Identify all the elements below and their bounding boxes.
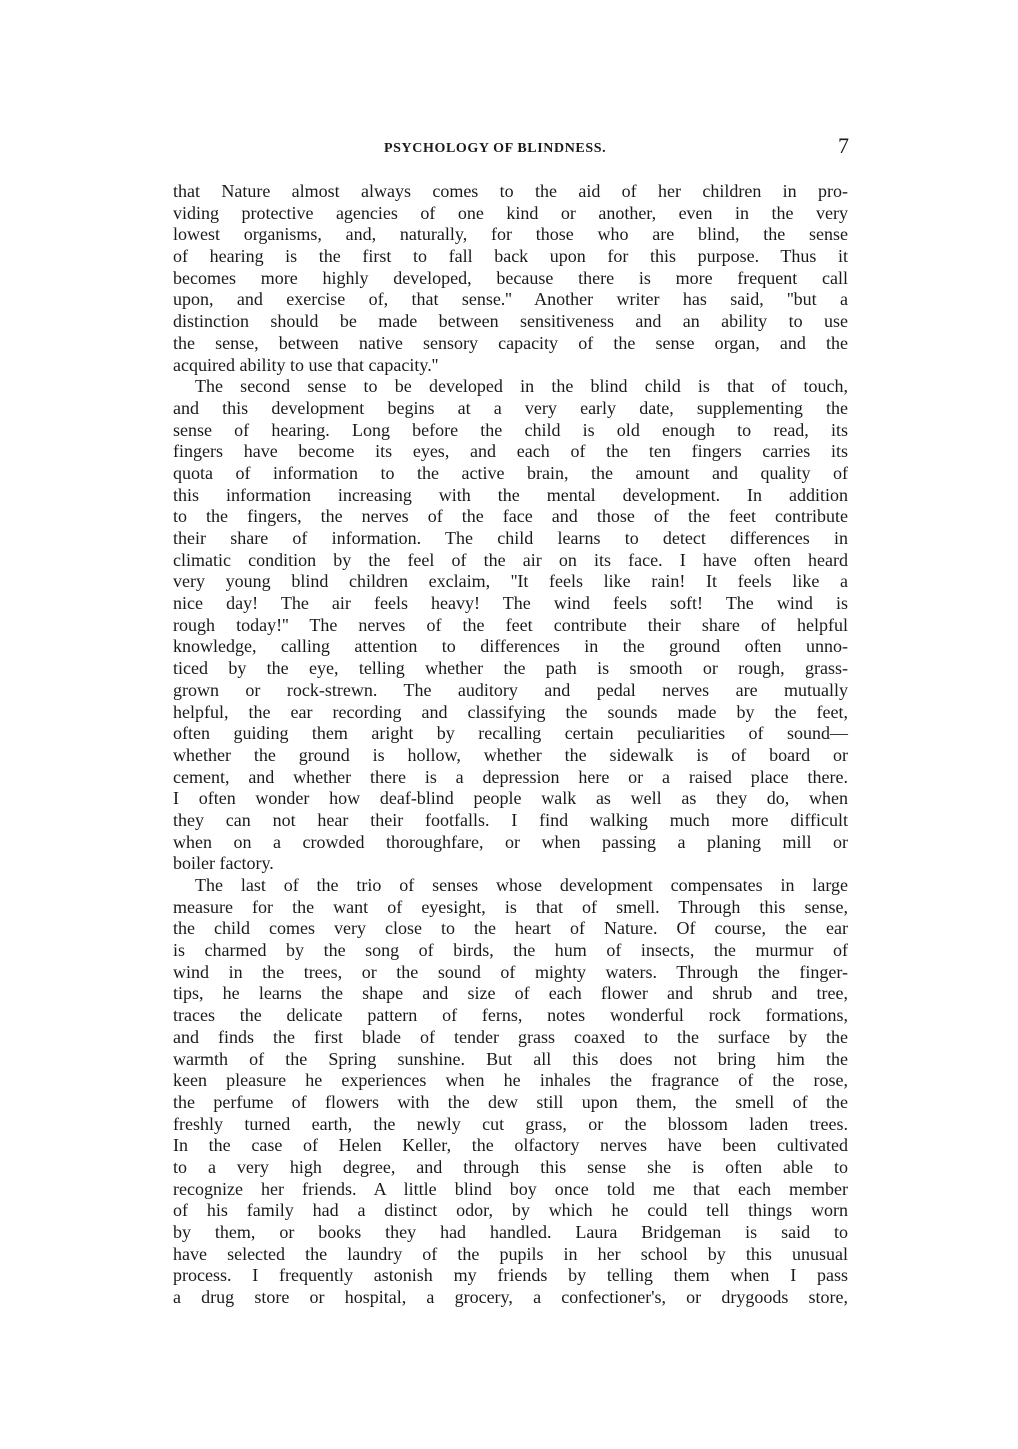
text-line: whether the ground is hollow, whether the sidewalk is of board or — [173, 744, 848, 765]
text-line: The second sense to be developed in the blind child is that of touch, — [195, 376, 848, 397]
text-line: distinction should be made between sensitiveness and an ability to use — [173, 311, 848, 332]
text-line: process. I frequently astonish my friends by telling them when I pass — [173, 1265, 848, 1286]
text-line: In the case of Helen Keller, the olfactory nerves have been cultivated — [173, 1135, 848, 1156]
text-line: traces the delicate pattern of ferns, notes wonderful rock formations, — [173, 1005, 848, 1026]
text-line: this information increasing with the mental development. In addition — [173, 484, 848, 505]
text-line: climatic condition by the feel of the air on its face. I have often heard — [173, 549, 848, 570]
body-text — [173, 181, 848, 1309]
text-line: sense of hearing. Long before the child is old enough to read, its — [173, 419, 848, 440]
text-line: lowest organisms, and, naturally, for those who are blind, the sense — [173, 224, 848, 245]
text-line: viding protective agencies of one kind or another, even in the very — [173, 202, 848, 223]
text-line: nice day! The air feels heavy! The wind feels soft! The wind is — [173, 593, 848, 614]
text-line: keen pleasure he experiences when he inhales the fragrance of the rose, — [173, 1070, 848, 1091]
text-line: grown or rock-strewn. The auditory and pedal nerves are mutually — [173, 679, 848, 700]
text-line: becomes more highly developed, because there is more frequent call — [173, 267, 848, 288]
text-line: knowledge, calling attention to differences in the ground often unno- — [173, 636, 848, 657]
text-line: often guiding them aright by recalling certain peculiarities of sound— — [173, 723, 848, 744]
text-line: a drug store or hospital, a grocery, a confectioner's, or drygoods store, — [173, 1287, 848, 1308]
text-line: tips, he learns the shape and size of each flower and shrub and tree, — [173, 983, 848, 1004]
text-line: fingers have become its eyes, and each of the ten fingers carries its — [173, 441, 848, 462]
text-line: cement, and whether there is a depression here or a raised place there. — [173, 766, 848, 787]
text-line: and this development begins at a very early date, supplementing the — [173, 397, 848, 418]
text-line: of hearing is the first to fall back upon for this purpose. Thus it — [173, 246, 848, 267]
text-line: the sense, between native sensory capacity of the sense organ, and the — [173, 332, 848, 353]
text-line: to the fingers, the nerves of the face and those of the feet contribute — [173, 506, 848, 527]
text-line: measure for the want of eyesight, is that of smell. Through this sense, — [173, 896, 848, 917]
text-line: I often wonder how deaf-blind people walk as well as they do, when — [173, 788, 848, 809]
text-line: have selected the laundry of the pupils in her school by this unusual — [173, 1243, 848, 1264]
text-line: upon, and exercise of, that sense.'' Another writer has said, ''but a — [173, 289, 848, 310]
text-line: wind in the trees, or the sound of mighty waters. Through the finger- — [173, 961, 848, 982]
text-line: when on a crowded thoroughfare, or when passing a planing mill or — [173, 831, 848, 852]
text-line: helpful, the ear recording and classifying the sounds made by the feet, — [173, 701, 848, 722]
text-line: very young blind children exclaim, ''It feels like rain! It feels like a — [173, 571, 848, 592]
text-line: their share of information. The child learns to detect differences in — [173, 528, 848, 548]
text-line: quota of information to the active brain, the amount and quality of — [173, 462, 848, 483]
text-line: freshly turned earth, the newly cut grass, or the blossom laden trees. — [173, 1113, 848, 1134]
text-line: they can not hear their footfalls. I find walking much more difficult — [173, 809, 848, 830]
text-line: and finds the first blade of tender grass coaxed to the surface by the — [173, 1026, 848, 1047]
page-number: 7 — [838, 133, 849, 158]
text-line: The last of the trio of senses whose development compensates in large — [195, 875, 848, 895]
text-line: warmth of the Spring sunshine. But all this does not bring him the — [173, 1048, 848, 1069]
text-line: recognize her friends. A little blind boy once told me that each member — [173, 1178, 848, 1199]
text-line: the perfume of flowers with the dew still upon them, the smell of the — [173, 1091, 848, 1112]
text-line: is charmed by the song of birds, the hum of insects, the murmur of — [173, 940, 848, 961]
text-line: by them, or books they had handled. Laura Bridgeman is said to — [173, 1222, 848, 1242]
text-line: to a very high degree, and through this sense she is often able to — [173, 1156, 848, 1177]
text-line: that Nature almost always comes to the aid of her children in pro- — [173, 181, 848, 201]
text-line: the child comes very close to the heart of Nature. Of course, the ear — [173, 918, 848, 939]
text-line: rough today!'' The nerves of the feet contribute their share of helpful — [173, 614, 848, 635]
text-line: boiler factory. — [173, 853, 274, 874]
running-head: PSYCHOLOGY OF BLINDNESS. — [384, 141, 607, 156]
text-line: acquired ability to use that capacity.'' — [173, 354, 439, 375]
text-line: ticed by the eye, telling whether the path is smooth or rough, grass- — [173, 658, 848, 679]
text-line: of his family had a distinct odor, by which he could tell things worn — [173, 1200, 848, 1221]
